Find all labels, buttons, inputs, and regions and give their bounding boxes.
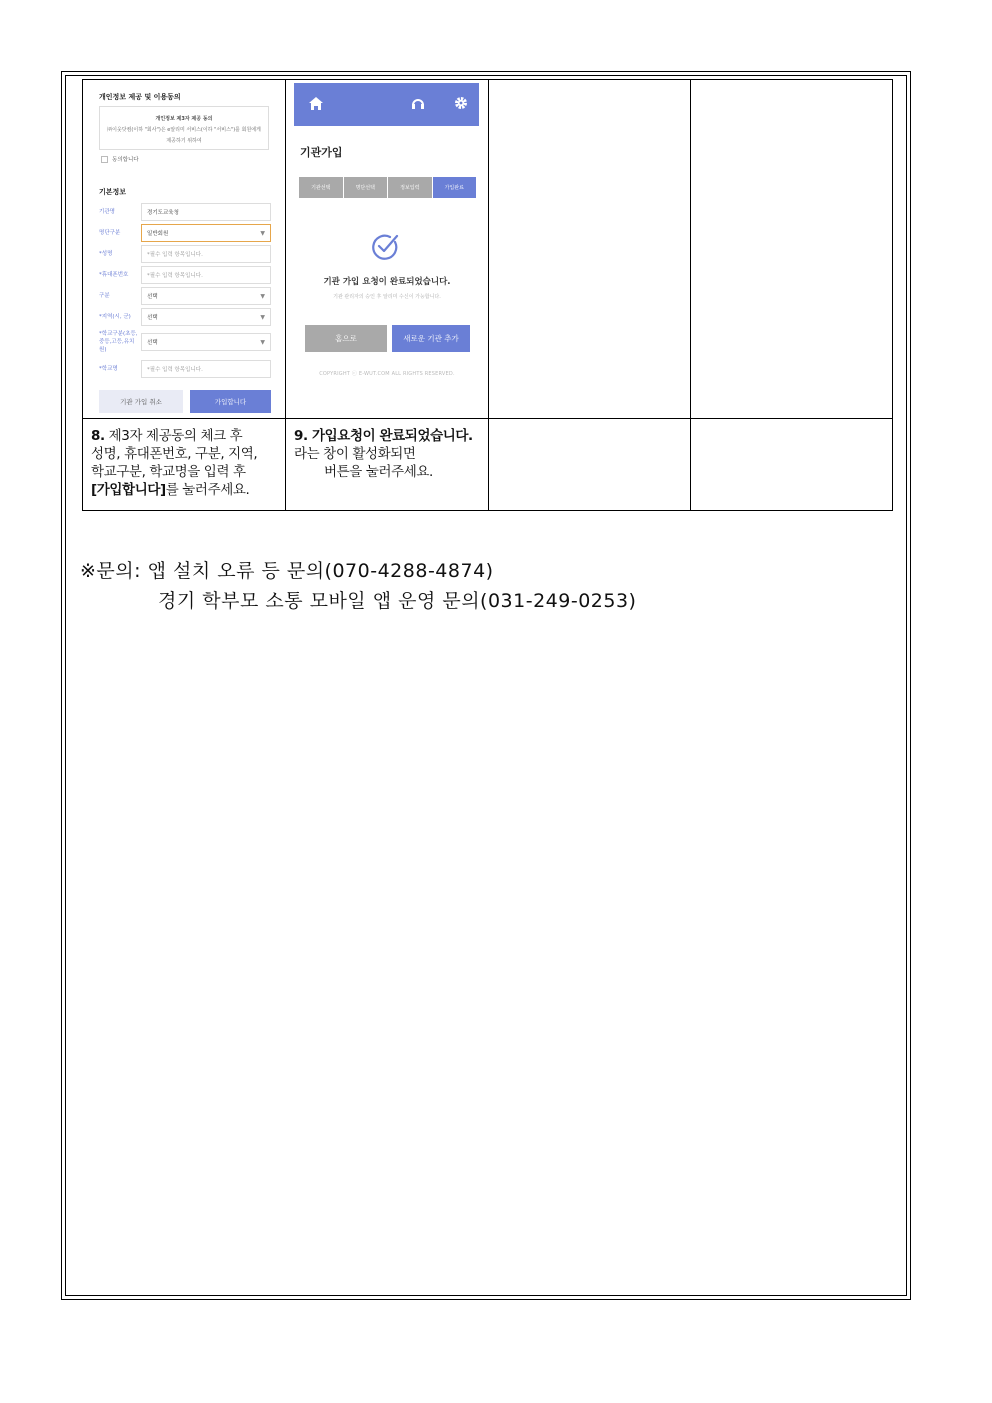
form-row-region: [99, 308, 271, 326]
add-org-button[interactable]: 새로운 기관 추가: [392, 325, 470, 352]
step-number: 8.: [91, 428, 105, 444]
contact-line-2: 경기 학부모 소통 모바일 앱 운영 문의(031-249-0253): [158, 590, 637, 612]
empty-cell: [691, 80, 893, 419]
app-header: [294, 83, 479, 126]
caret-down-icon: ▼: [260, 313, 265, 321]
consent-box-line: 제공하기 위하여: [166, 138, 202, 144]
category-select[interactable]: [141, 287, 271, 305]
empty-cell: [489, 419, 691, 511]
done-title: 기관 가입 요청이 완료되었습니다.: [323, 277, 451, 287]
desc-cell-1: [83, 419, 286, 511]
step-item: 정보입력: [388, 177, 433, 198]
consent-box: [99, 106, 269, 150]
field-label: *휴대폰번호: [99, 271, 129, 278]
desc-bold: [가입합니다]: [91, 482, 166, 498]
page-title: 기관가입: [300, 146, 343, 159]
contact-line-1: ※문의: 앱 설치 오류 등 문의(070-4288-4874): [80, 560, 494, 582]
field-label: *지역(시, 군): [99, 313, 131, 320]
field-placeholder: *필수 입력 항목입니다.: [147, 367, 203, 373]
consent-box-line: ㈜이웃닷컴(이하 "회사")은 e알리미 서비스(이하 "서비스")를 회원에게: [107, 127, 261, 133]
cancel-signup-button[interactable]: 기관 가입 취소: [99, 390, 183, 413]
region-select[interactable]: [141, 308, 271, 326]
field-placeholder: *필수 입력 항목입니다.: [147, 273, 203, 279]
field-label: *학교구분(초등,중등,고등,유치원): [99, 331, 138, 353]
field-placeholder: *필수 입력 항목입니다.: [147, 252, 203, 258]
home-icon[interactable]: [308, 96, 324, 111]
school-name-input[interactable]: [141, 360, 271, 378]
form-row-phone: [99, 266, 271, 284]
form-row-category: [99, 287, 271, 305]
empty-cell: [489, 80, 691, 419]
consent-section-title: 개인정보 제공 및 이용동의: [99, 93, 181, 101]
form-row-school-type: [99, 330, 271, 354]
field-label: 명단구분: [99, 229, 121, 236]
guide-table: [82, 79, 893, 511]
contact-note: [80, 556, 636, 616]
step-item: 기관선택: [299, 177, 344, 198]
school-type-select[interactable]: [141, 333, 271, 351]
desc-bold: 9. 가입요청이 완료되었습니다.: [294, 428, 473, 444]
field-label: 기관명: [99, 208, 115, 215]
step8-description: [91, 427, 277, 499]
signup-form-screenshot: [83, 80, 285, 418]
desc-text: 버튼을 눌러주세요.: [324, 464, 433, 480]
agree-label: 동의합니다: [112, 157, 139, 163]
screenshot-cell-1: [83, 80, 286, 419]
form-row-name: [99, 245, 271, 263]
signup-complete-screenshot: [286, 80, 488, 418]
progress-steps: [299, 177, 476, 198]
desc-text: 제3자 제공동의 체크 후: [104, 428, 243, 444]
name-input[interactable]: [141, 245, 271, 263]
field-label: *성명: [99, 250, 113, 257]
field-label: 구분: [99, 292, 110, 299]
copyright-text: COPYRIGHT ⓒ E-WUT.COM ALL RIGHTS RESERVED.: [319, 371, 455, 377]
screenshot-cell-2: [286, 80, 489, 419]
caret-down-icon: ▼: [260, 292, 265, 300]
field-value: 경기도교육청: [147, 210, 179, 216]
caret-down-icon: ▼: [260, 229, 265, 237]
field-value: 선택: [147, 315, 158, 321]
member-type-select[interactable]: [141, 224, 271, 242]
consent-box-title: 개인정보 제3자 제공 동의: [155, 116, 213, 122]
step-item-active: 가입완료: [433, 177, 477, 198]
form-row-school-name: [99, 360, 271, 378]
desc-text: 를 눌러주세요.: [165, 482, 250, 498]
submit-signup-button[interactable]: 가입합니다: [190, 390, 271, 413]
agree-checkbox[interactable]: [101, 156, 108, 163]
caret-down-icon: ▼: [260, 338, 265, 346]
form-row-member-type: [99, 224, 271, 242]
check-circle-icon: [370, 232, 400, 262]
phone-input[interactable]: [141, 266, 271, 284]
field-value: 일반회원: [147, 231, 169, 237]
home-button[interactable]: 홈으로: [305, 325, 387, 352]
gear-icon[interactable]: [454, 96, 468, 110]
basic-info-title: 기본정보: [99, 188, 127, 196]
step9-description: [294, 427, 480, 481]
agree-checkbox-row[interactable]: [101, 155, 139, 163]
desc-text: 라는 창이 활성화되면: [294, 446, 416, 462]
desc-cell-2: [286, 419, 489, 511]
desc-text: 학교구분, 학교명을 입력 후: [91, 464, 246, 480]
desc-text: 성명, 휴대폰번호, 구분, 지역,: [91, 446, 258, 462]
done-subtitle: 기관 관리자의 승인 후 알리미 수신이 가능합니다.: [333, 294, 441, 300]
headset-icon[interactable]: [411, 97, 425, 111]
field-value: 선택: [147, 294, 158, 300]
org-name-input[interactable]: [141, 203, 271, 221]
form-row-org-name: [99, 203, 271, 221]
field-label: *학교명: [99, 365, 118, 372]
step-item: 명단선택: [344, 177, 389, 198]
field-value: 선택: [147, 340, 158, 346]
empty-cell: [691, 419, 893, 511]
